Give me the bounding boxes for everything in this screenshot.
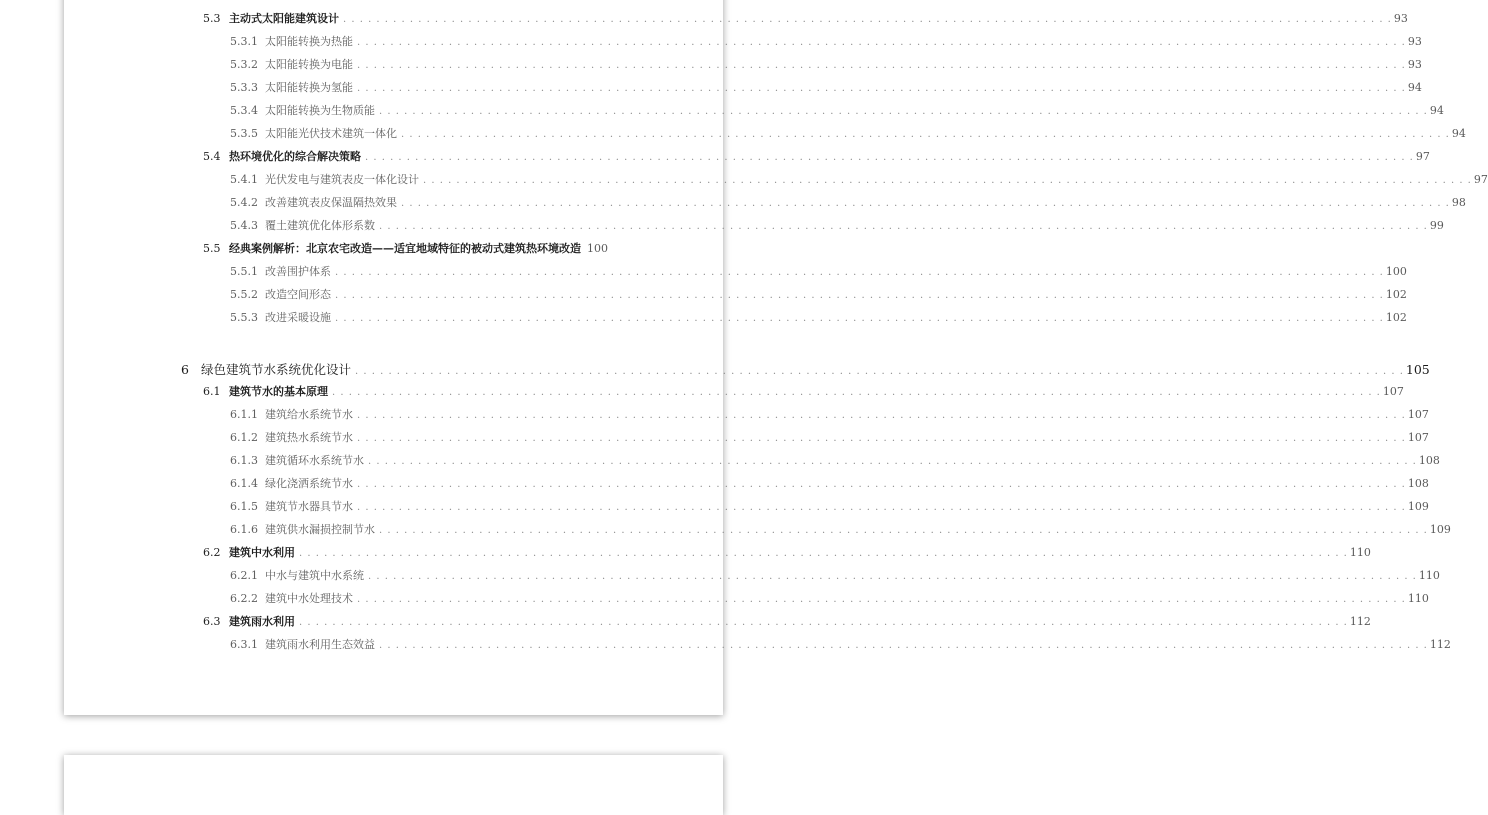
toc-entry-page: 112	[1429, 638, 1451, 651]
toc-entry-page: 105	[1405, 362, 1430, 377]
dot-leader	[335, 264, 1384, 282]
toc-entry-title: 建筑雨水利用生态效益	[265, 638, 375, 651]
toc-entry-page: 100	[587, 242, 608, 255]
toc-entry[interactable]	[230, 194, 1466, 212]
toc-entry-number: 5.5.3	[230, 311, 258, 324]
toc-entry[interactable]	[230, 125, 1466, 143]
toc-entry[interactable]	[230, 406, 1429, 424]
toc-entry-title: 改造空间形态	[265, 288, 331, 301]
toc-entry[interactable]	[230, 636, 1451, 654]
dot-leader	[357, 80, 1406, 98]
toc-entry-number: 6.1.6	[230, 523, 258, 536]
toc-entry-number: 5.3.1	[230, 35, 258, 48]
toc-entry-title: 热环境优化的综合解决策略	[229, 150, 361, 163]
toc-entry-page: 107	[1382, 385, 1404, 398]
toc-entry-number: 5.3.2	[230, 58, 258, 71]
toc-entry-number: 6.2.1	[230, 569, 258, 582]
toc-entry-page: 97	[1473, 173, 1488, 186]
toc-entry-page: 99	[1429, 219, 1444, 232]
toc-entry-title: 中水与建筑中水系统	[265, 569, 364, 582]
toc-entry-page: 109	[1407, 500, 1429, 513]
dot-leader	[299, 614, 1348, 632]
toc-entry-number: 5.4.2	[230, 196, 258, 209]
toc-entry-title: 太阳能转换为氢能	[265, 81, 353, 94]
toc-entry-title: 太阳能光伏技术建筑一体化	[265, 127, 397, 140]
dot-leader	[332, 384, 1381, 402]
toc-entry-page: 108	[1418, 454, 1440, 467]
toc-entry-title: 太阳能转换为热能	[265, 35, 353, 48]
toc-entry-page: 109	[1429, 523, 1451, 536]
toc-entry[interactable]	[230, 498, 1429, 516]
toc-entry[interactable]	[230, 309, 1407, 327]
toc-entry[interactable]	[203, 10, 1408, 28]
toc-entry[interactable]	[230, 217, 1444, 235]
toc-entry-page: 108	[1407, 477, 1429, 490]
toc-entry-title: 建筑供水漏损控制节水	[265, 523, 375, 536]
toc-entry-page: 102	[1385, 311, 1407, 324]
toc-entry[interactable]	[203, 240, 608, 258]
dot-leader	[357, 407, 1406, 425]
toc-entry[interactable]	[203, 544, 1371, 562]
toc-entry-number: 6.1.2	[230, 431, 258, 444]
toc-entry[interactable]	[230, 452, 1440, 470]
toc-entry-number: 6.2.2	[230, 592, 258, 605]
dot-leader	[423, 172, 1472, 190]
toc-entry-title: 太阳能转换为电能	[265, 58, 353, 71]
dot-leader	[357, 57, 1406, 75]
toc-entry-title: 建筑中水处理技术	[265, 592, 353, 605]
toc-entry-title: 光伏发电与建筑表皮一体化设计	[265, 173, 419, 186]
toc-entry-page: 107	[1407, 431, 1429, 444]
toc-entry[interactable]	[181, 361, 1430, 379]
toc-entry-title: 建筑给水系统节水	[265, 408, 353, 421]
dot-leader	[357, 476, 1406, 494]
dot-leader	[365, 149, 1414, 167]
dot-leader	[379, 522, 1428, 540]
dot-leader	[355, 363, 1404, 381]
dot-leader	[343, 11, 1392, 29]
toc-entry-number: 5.3.5	[230, 127, 258, 140]
dot-leader	[357, 591, 1406, 609]
toc-entry-page: 94	[1407, 81, 1422, 94]
toc-entry-number: 6.1.3	[230, 454, 258, 467]
toc-entry-page: 110	[1349, 546, 1371, 559]
dot-leader	[401, 195, 1450, 213]
dot-leader	[368, 453, 1417, 471]
toc-entry-title: 建筑热水系统节水	[265, 431, 353, 444]
toc-entry-number: 6.1.4	[230, 477, 258, 490]
dot-leader	[335, 287, 1384, 305]
toc-entry-number: 6.3.1	[230, 638, 258, 651]
toc-entry[interactable]	[230, 171, 1488, 189]
toc-entry[interactable]	[230, 33, 1422, 51]
toc-entry-number: 5.5.2	[230, 288, 258, 301]
toc-entry-title: 建筑节水器具节水	[265, 500, 353, 513]
toc-entry-number: 6	[181, 362, 189, 377]
toc-entry-page: 93	[1407, 35, 1422, 48]
toc-entry-number: 5.5.1	[230, 265, 258, 278]
toc-entry-page: 93	[1407, 58, 1422, 71]
dot-leader	[379, 103, 1428, 121]
toc-entry-page: 110	[1407, 592, 1429, 605]
toc-entry[interactable]	[230, 567, 1440, 585]
toc-entry-page: 112	[1349, 615, 1371, 628]
toc-entry[interactable]	[230, 475, 1429, 493]
toc-entry[interactable]	[230, 521, 1451, 539]
dot-leader	[299, 545, 1348, 563]
dot-leader	[357, 430, 1406, 448]
toc-entry-page: 110	[1418, 569, 1440, 582]
toc-page	[64, 0, 1488, 715]
toc-entry-page: 102	[1385, 288, 1407, 301]
toc-entry-number: 5.5	[203, 242, 221, 255]
dot-leader	[357, 34, 1406, 52]
toc-entry[interactable]	[203, 613, 1371, 631]
toc-entry-title: 建筑中水利用	[229, 546, 295, 559]
toc-entry-page: 107	[1407, 408, 1429, 421]
toc-entry-title: 改善围护体系	[265, 265, 331, 278]
dot-leader	[379, 637, 1428, 655]
toc-entry-title: 绿化浇洒系统节水	[265, 477, 353, 490]
toc-entry[interactable]	[230, 286, 1407, 304]
toc-entry-title: 改善建筑表皮保温隔热效果	[265, 196, 397, 209]
toc-entry-title: 改进采暖设施	[265, 311, 331, 324]
toc-entry-title: 绿色建筑节水系统优化设计	[201, 362, 352, 377]
dot-leader	[379, 218, 1428, 236]
toc-entry[interactable]	[230, 56, 1422, 74]
toc-entry-number: 6.3	[203, 615, 221, 628]
toc-entry-number: 5.4	[203, 150, 221, 163]
toc-entry-title: 建筑节水的基本原理	[229, 385, 328, 398]
toc-entry-title: 主动式太阳能建筑设计	[229, 12, 339, 25]
toc-entry-page: 94	[1451, 127, 1466, 140]
toc-entry-page: 98	[1451, 196, 1466, 209]
toc-entry-number: 5.3.3	[230, 81, 258, 94]
toc-entry[interactable]	[230, 590, 1429, 608]
toc-entry-number: 5.4.3	[230, 219, 258, 232]
toc-entry-number: 5.3.4	[230, 104, 258, 117]
toc-entry-title: 建筑循环水系统节水	[265, 454, 364, 467]
toc-entry-number: 6.1.5	[230, 500, 258, 513]
dot-leader	[368, 568, 1417, 586]
toc-entry-title: 覆土建筑优化体形系数	[265, 219, 375, 232]
dot-leader	[357, 499, 1406, 517]
dot-leader	[335, 310, 1384, 328]
toc-entry-number: 6.2	[203, 546, 221, 559]
toc-entry[interactable]	[230, 79, 1422, 97]
dot-leader	[401, 126, 1450, 144]
toc-entry-page: 93	[1393, 12, 1408, 25]
toc-entry-page: 100	[1385, 265, 1407, 278]
next-page	[64, 755, 723, 815]
toc-entry-title: 经典案例解析：北京农宅改造——适宜地域特征的被动式建筑热环境改造	[229, 242, 581, 255]
toc-entry[interactable]	[203, 148, 1430, 166]
toc-entry-number: 6.1.1	[230, 408, 258, 421]
toc-entry-page: 97	[1415, 150, 1430, 163]
toc-entry-number: 5.3	[203, 12, 221, 25]
toc-entry[interactable]	[230, 263, 1407, 281]
toc-entry-title: 太阳能转换为生物质能	[265, 104, 375, 117]
toc-entry-number: 6.1	[203, 385, 221, 398]
toc-entry[interactable]	[230, 102, 1444, 120]
toc-entry[interactable]	[230, 429, 1429, 447]
toc-entry[interactable]	[203, 383, 1404, 401]
toc-entry-number: 5.4.1	[230, 173, 258, 186]
toc-entry-title: 建筑雨水利用	[229, 615, 295, 628]
toc-entry-page: 94	[1429, 104, 1444, 117]
